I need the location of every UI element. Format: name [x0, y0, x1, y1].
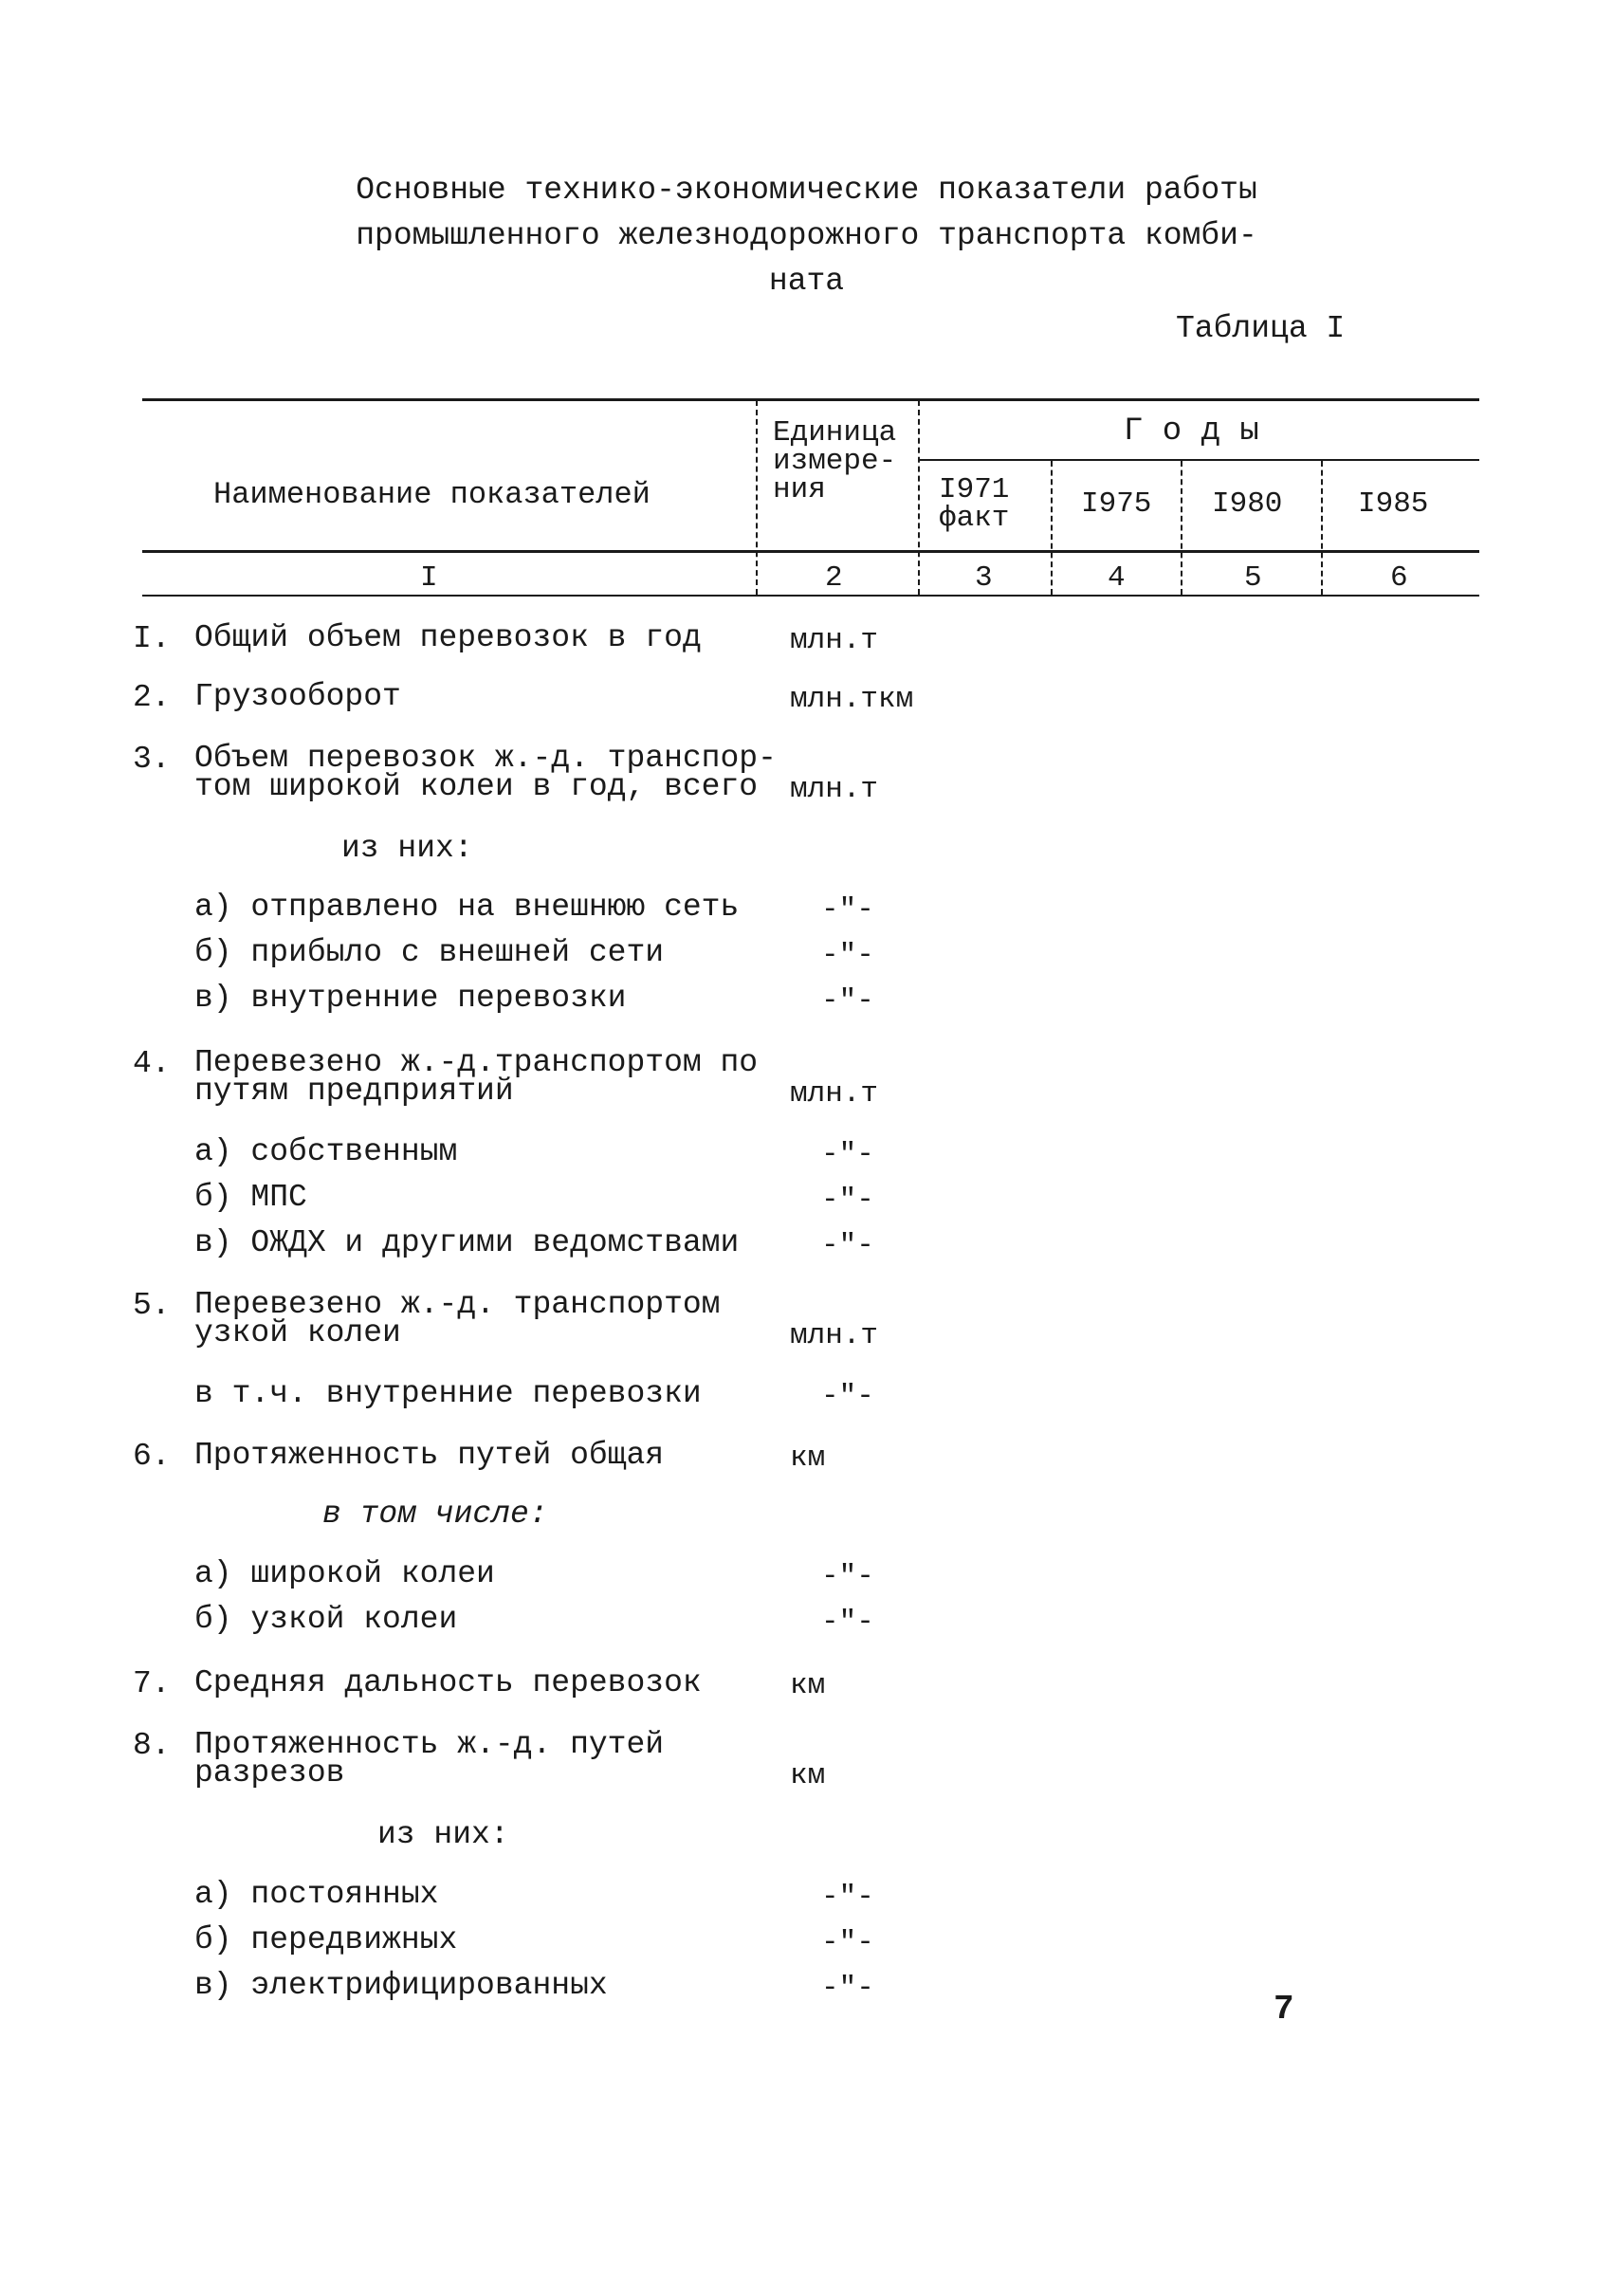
- row-8c-text: в) электрифицированных: [194, 1968, 608, 2003]
- colnum-4: 4: [1108, 561, 1126, 595]
- row-4b-text: б) МПС: [194, 1180, 307, 1215]
- row-3-unit: млн.т: [790, 773, 879, 806]
- row-4a-unit: -"-: [821, 1138, 874, 1171]
- row-3-text-2: том широкой колеи в год, всего: [194, 769, 759, 804]
- header-unit-1: Единица: [773, 416, 897, 450]
- col-divider-5: [1321, 461, 1325, 595]
- row-6a-text: а) широкой колеи: [194, 1556, 495, 1591]
- row-3-text-1: Объем перевозок ж.-д. транспор-: [194, 741, 777, 776]
- row-7-text: Средняя дальность перевозок: [194, 1665, 702, 1700]
- colnum-2: 2: [825, 561, 843, 595]
- title-line-3: ната: [768, 264, 845, 299]
- row-2-unit: млн.ткм: [790, 683, 914, 716]
- colnum-3: 3: [975, 561, 993, 595]
- row-8b-unit: -"-: [821, 1926, 874, 1959]
- row-6b-text: б) узкой колеи: [194, 1602, 458, 1637]
- row-6a-unit: -"-: [821, 1560, 874, 1593]
- title-line-2: промышленного железнодорожного транспорта комби-: [356, 218, 1257, 253]
- header-1971: I971: [939, 473, 1010, 506]
- row-6-num: 6.: [133, 1439, 171, 1474]
- row-3b-text: б) прибыло с внешней сети: [194, 935, 665, 970]
- header-top-rule: [142, 398, 1479, 401]
- header-unit-2: измере-: [773, 445, 897, 478]
- row-4c-text: в) ОЖДХ и другими ведомствами: [194, 1225, 740, 1260]
- col-divider-1: [756, 400, 760, 595]
- row-8-unit: км: [790, 1759, 826, 1792]
- row-2-text: Грузооборот: [194, 679, 401, 714]
- row-5-text-1: Перевезено ж.-д. транспортом: [194, 1287, 721, 1322]
- row-3c-unit: -"-: [821, 984, 874, 1018]
- header-bottom-rule: [142, 550, 1479, 553]
- header-years: Г о д ы: [1124, 413, 1259, 450]
- colnum-5: 5: [1244, 561, 1262, 595]
- row-6-subheading: в том числе:: [322, 1497, 548, 1532]
- row-5-unit: млн.т: [790, 1319, 879, 1352]
- colnum-rule: [142, 595, 1479, 597]
- row-3a-unit: -"-: [821, 893, 874, 927]
- row-6-unit: км: [790, 1442, 826, 1475]
- row-2-num: 2.: [133, 680, 171, 715]
- row-4c-unit: -"-: [821, 1229, 874, 1262]
- row-4b-unit: -"-: [821, 1184, 874, 1217]
- row-5-text-2: узкой колеи: [194, 1315, 401, 1350]
- row-4-unit: млн.т: [790, 1077, 879, 1111]
- row-8b-text: б) передвижных: [194, 1922, 458, 1957]
- header-name: Наименование показателей: [213, 477, 651, 512]
- row-3b-unit: -"-: [821, 939, 874, 972]
- row-8-text-2: разрезов: [194, 1755, 345, 1791]
- row-8c-unit: -"-: [821, 1972, 874, 2005]
- header-1980: I980: [1212, 487, 1283, 521]
- header-1971-fact: факт: [939, 502, 1010, 535]
- header-1975: I975: [1081, 487, 1152, 521]
- row-5-sub-unit: -"-: [821, 1380, 874, 1413]
- row-7-num: 7.: [133, 1666, 171, 1701]
- title-line-1: Основные технико-экономические показатели работы: [356, 173, 1257, 208]
- page-number: 7: [1274, 1990, 1294, 2029]
- row-4-text-2: путям предприятий: [194, 1074, 514, 1109]
- row-4-num: 4.: [133, 1046, 171, 1081]
- table-number: Таблица I: [1176, 311, 1346, 346]
- row-3c-text: в) внутренние перевозки: [194, 981, 627, 1016]
- header-unit-3: ния: [773, 473, 826, 506]
- row-5-num: 5.: [133, 1288, 171, 1323]
- row-7-unit: км: [790, 1669, 826, 1702]
- row-3-num: 3.: [133, 742, 171, 777]
- row-1-text: Общий объем перевозок в год: [194, 620, 702, 655]
- row-8a-unit: -"-: [821, 1881, 874, 1914]
- row-6b-unit: -"-: [821, 1606, 874, 1639]
- row-8a-text: а) постоянных: [194, 1877, 439, 1912]
- years-subrule: [918, 459, 1479, 461]
- col-divider-2: [918, 400, 922, 595]
- row-3-subheading: из них:: [341, 831, 473, 866]
- row-3a-text: а) отправлено на внешнюю сеть: [194, 890, 740, 925]
- row-8-text-1: Протяженность ж.-д. путей: [194, 1727, 665, 1762]
- col-divider-3: [1051, 461, 1054, 595]
- row-8-num: 8.: [133, 1728, 171, 1763]
- row-5-sub-text: в т.ч. внутренние перевозки: [194, 1376, 702, 1411]
- row-6-text: Протяженность путей общая: [194, 1438, 665, 1473]
- col-divider-4: [1181, 461, 1184, 595]
- row-4-text-1: Перевезено ж.-д.транспортом по: [194, 1045, 759, 1080]
- row-1-num: I.: [133, 621, 171, 656]
- row-4a-text: а) собственным: [194, 1134, 458, 1169]
- colnum-1: I: [420, 561, 438, 595]
- row-8-subheading: из них:: [377, 1817, 509, 1852]
- colnum-6: 6: [1390, 561, 1408, 595]
- row-1-unit: млн.т: [790, 624, 879, 657]
- header-1985: I985: [1358, 487, 1429, 521]
